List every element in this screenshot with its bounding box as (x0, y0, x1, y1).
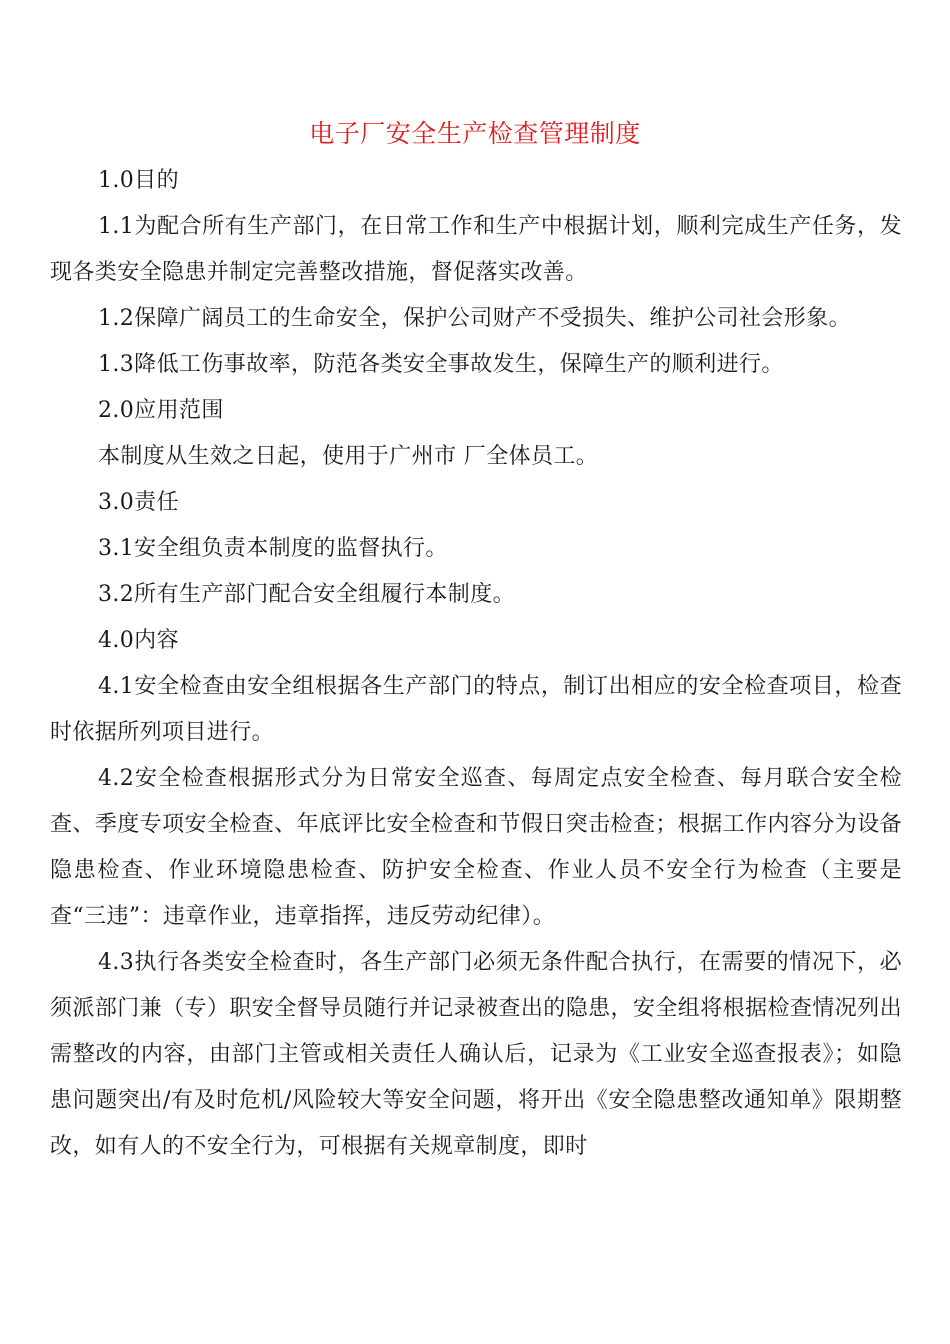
section-heading-responsibility: 3.0责任 (98, 490, 179, 515)
paragraph-1-1: 1.1为配合所有生产部门，在日常工作和生产中根据计划，顺利完成生产任务，发现各类安全隐患并制定完善整改措施，督促落实改善。 (50, 214, 902, 285)
paragraph-1-3: 1.3降低工伤事故率，防范各类安全事故发生，保障生产的顺利进行。 (98, 352, 784, 377)
paragraph-scope: 本制度从生效之日起，使用于广州市 厂全体员工。 (98, 444, 599, 469)
section-heading-purpose: 1.0目的 (98, 168, 179, 193)
document-title: 电子厂安全生产检查管理制度 (309, 119, 641, 148)
paragraph-4-2: 4.2安全检查根据形式分为日常安全巡查、每周定点安全检查、每月联合安全检查、季度专项安全检查、年底评比安全检查和节假日突击检查；根据工作内容分为设备隐患检查、作业环境隐患检查、防护安全检查、作业人员不安全行为检查（主要是查“三违”：违章作业，违章指挥，违反劳动纪律）。 (50, 766, 902, 929)
section-heading-scope: 2.0应用范围 (98, 398, 224, 423)
section-heading-content: 4.0内容 (98, 628, 179, 653)
paragraph-4-3: 4.3执行各类安全检查时，各生产部门必须无条件配合执行，在需要的情况下，必须派部门兼（专）职安全督导员随行并记录被查出的隐患，安全组将根据检查情况列出需整改的内容，由部门主管或相关责任人确认后，记录为《工业安全巡查报表》；如隐患问题突出/有及时危机/风险较大等安全问题，将开出《安全隐患整改通知单》限期整改，如有人的不安全行为，可根据有关规章制度，即时 (50, 950, 902, 1159)
paragraph-1-2: 1.2保障广阔员工的生命安全，保护公司财产不受损失、维护公司社会形象。 (98, 306, 851, 331)
document-body (50, 158, 902, 1170)
paragraph-4-1: 4.1安全检查由安全组根据各生产部门的特点，制订出相应的安全检查项目，检查时依据所列项目进行。 (50, 674, 902, 745)
paragraph-3-2: 3.2所有生产部门配合安全组履行本制度。 (98, 582, 515, 607)
paragraph-3-1: 3.1安全组负责本制度的监督执行。 (98, 536, 448, 561)
